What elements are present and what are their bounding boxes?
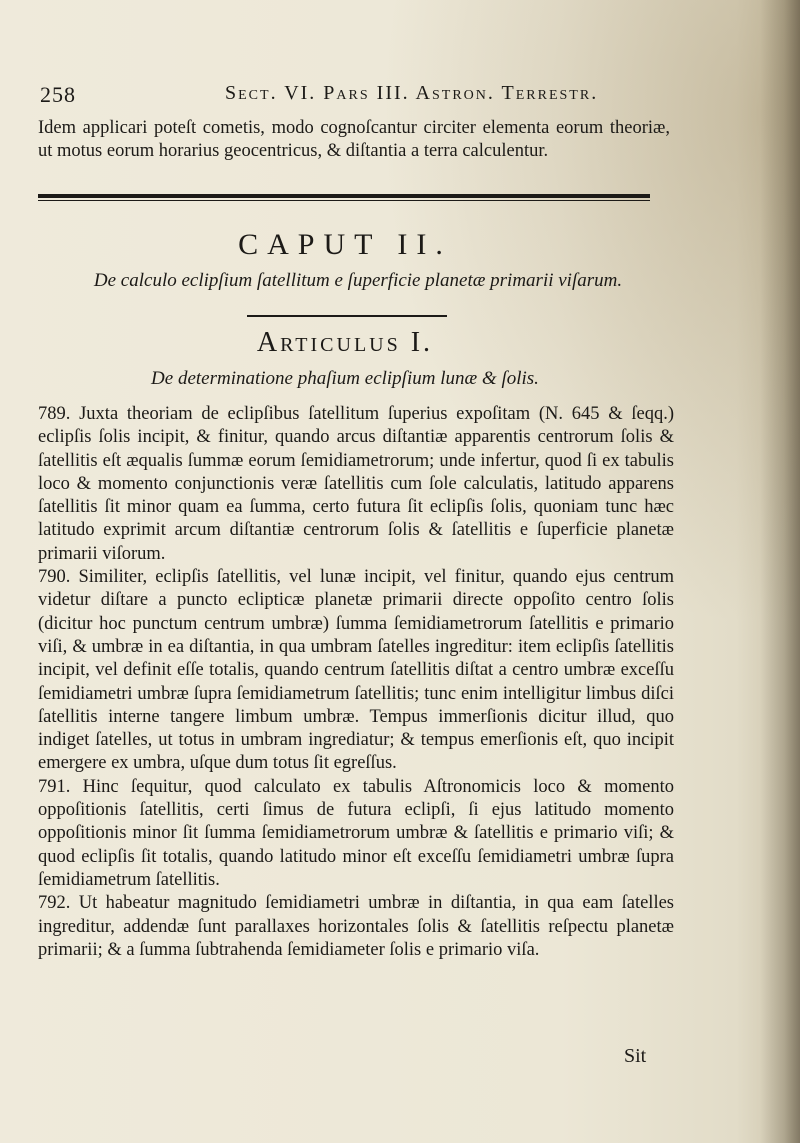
paragraph-790 — [38, 566, 674, 776]
chapter-subtitle: De calculo eclipſium ſatellitum e ſuperficie planetæ primarii viſarum. — [93, 270, 623, 291]
paragraph-text: Similiter, eclipſis ſatellitis, vel lunæ incipit, vel finitur, quando ejus centrum videtur diſtare a puncto eclipticæ planetæ primarii directe oppoſito centro ſolis (dicitur hoc punctum centrum umbræ) ſumma ſemidiametrorum ſatellitis e primario viſi, & umbræ in ea diſtantia, in qua umbram ſatelles ingreditur: item eclipſis ſatellitis incipit, vel definit eſſe totalis, quando centrum ſatellitis diſtat a centro umbræ exceſſu ſemidiametri umbræ ſupra ſemidiametrum ſatellitis; tunc enim intelligitur limbus diſci ſatellitis interne tangere limbum umbræ. Tempus immerſionis dicitur illud, quo indiget ſatelles, ut totus in umbram ingrediatur; & tempus emerſionis eſt, quo incipit emergere ex umbra, uſque dum totus ſit egreſſus. — [38, 567, 675, 774]
paragraph-text: Hinc ſequitur, quod calculato ex tabulis Aſtronomicis loco & momento oppoſitionis ſatellitis, certi ſimus de futura eclipſi, ſi ejus latitudo momento oppoſitionis minor ſit ſumma ſemidiametrorum umbræ & ſatellitis e primario viſi; & quod eclipſis ſit totalis, quando latitudo minor eſt exceſſu ſemidiametri umbræ ſupra ſemidiametrum ſatellitis. — [38, 776, 674, 890]
paragraph-text: Ut habeatur magnitudo ſemidiametri umbræ in diſtantia, in qua eam ſatelles ingreditur, addendæ ſunt parallaxes horizontales ſolis & ſatellitis reſpectu planetæ primarii; & a ſumma ſubtrahenda ſemidiameter ſolis e primario viſa. — [38, 893, 675, 960]
paragraph-text: Juxta theoriam de eclipſibus ſatellitum ſuperius expoſitam (N. 645 & ſeqq.) eclipſis ſolis incipit, & finitur, quando arcus diſtantiæ apparentis centrorum ſolis & ſatellitis eſt æqualis ſummæ eorum ſemidiametrorum; unde infertur, quod ſi ex tabulis loco & momento conjunctionis veræ ſatellitis cum ſole calculatis, latitudo apparens ſatellitis ſit minor quam ea ſumma, certo futura ſit eclipſis ſolis, quoniam tunc hæc latitudo exprimit arcum diſtantiæ centrorum ſolis & ſatellitis e ſuperficie planetæ primarii viſorum. — [38, 404, 674, 564]
page-header — [40, 76, 680, 108]
catchword: Sit — [624, 1045, 647, 1067]
paragraph-number: 792. — [38, 893, 71, 914]
chapter-heading: CAPUT II. — [238, 228, 452, 261]
paragraph-number: 791. — [38, 776, 71, 797]
paragraph-number: 790. — [38, 567, 71, 588]
divider-rule-short — [247, 315, 447, 317]
running-head: Sect. VI. Pars III. Astron. Terrestr. — [225, 82, 599, 104]
page-number: 258 — [40, 82, 76, 107]
article-subtitle: De determinatione phaſium eclipſium lunæ & ſolis. — [151, 368, 539, 389]
paragraph-789 — [38, 403, 674, 566]
body-text — [38, 403, 674, 962]
divider-rule-thick — [38, 194, 650, 198]
paragraph-number: 789. — [38, 404, 71, 424]
paragraph-791 — [38, 776, 674, 892]
intro-paragraph: Idem applicari poteſt cometis, modo cognoſcantur circiter elementa eorum theoriæ, ut motus eorum horarius geocentricus, & diſtantia a terra calculentur. — [38, 118, 670, 161]
page-edge-shadow — [760, 0, 800, 1143]
divider-rule-thin — [38, 200, 650, 201]
article-heading: Articulus I. — [256, 327, 434, 358]
paragraph-792 — [38, 892, 674, 962]
